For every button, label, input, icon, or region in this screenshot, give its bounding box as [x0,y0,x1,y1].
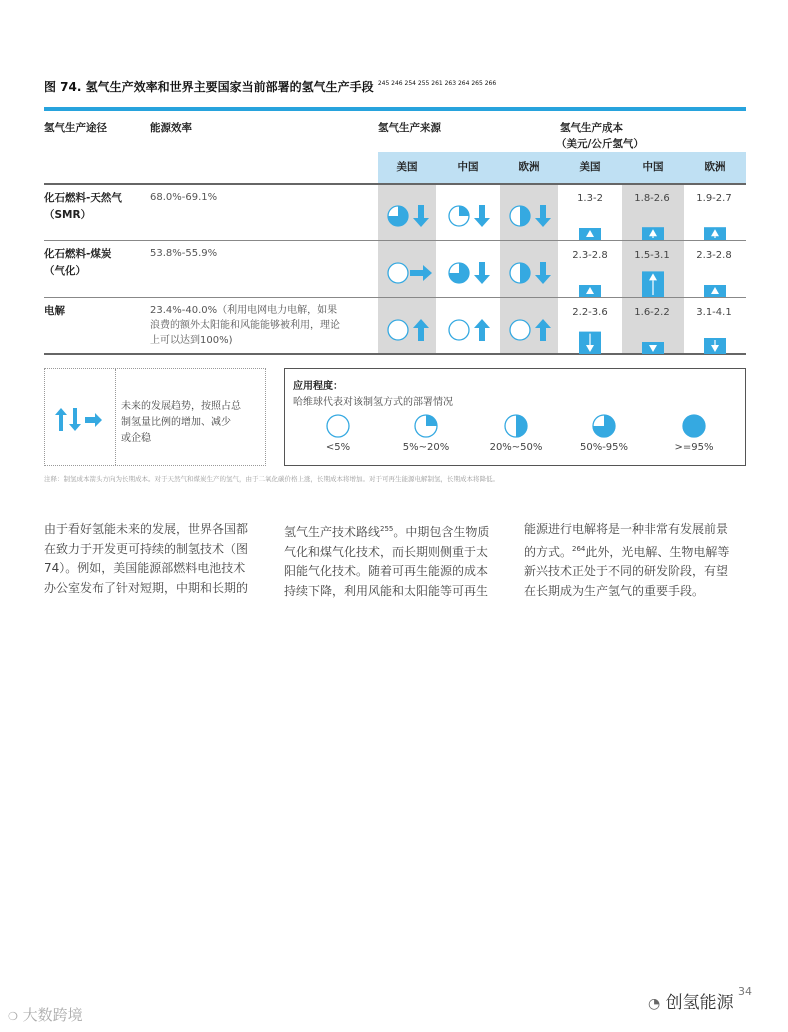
cost-down-arrow-icon-r2-eu [704,338,726,354]
trend-up-arrow-icon-r2-cn [474,319,490,341]
harvey-ball-icon-r1-eu [510,263,530,283]
figure-refs: 245 246 254 255 261 263 264 265 266 [377,80,497,87]
harvey-ball-icon-r0-us [388,206,408,226]
usage-level-2: 5%~20% [402,442,450,453]
watermark-logo-icon: ❍ [8,1010,18,1023]
trend-up-arrow-icon-r2-eu [535,319,551,341]
cost-up-arrow-icon-r1-us [579,285,601,297]
cost-elec-cn: 1.6-2.2 [634,307,670,318]
watermark-right: ◔ 创氢能源 [648,993,734,1013]
trend-down-arrow-icon-r0-eu [535,205,551,227]
figure-title: 图 74. 氢气生产效率和世界主要国家当前部署的氢气生产手段 $^{245 246 254 255 261 263 264 265 266}$ [44,80,497,94]
usage-level-4: 50%-95% [579,442,629,453]
trend-legend-box [44,368,266,466]
page-number: 34 [738,985,752,998]
subheader-source-us: 美国 [396,161,418,173]
subheader-cost-us: 美国 [579,161,601,173]
cost-up-arrow-icon-r0-us [579,228,601,240]
usage-level-1: <5% [325,442,351,453]
row-route-electrolysis: 电解 [44,305,65,317]
harvey-ball-icon-r2-eu [510,320,530,340]
cost-gas-cn: 1.8-2.6 [634,193,670,204]
cost-coal-eu: 2.3-2.8 [696,250,732,261]
usage-level-5: >=95% [674,442,714,453]
usage-legend-subtitle: 哈维球代表对该制氢方式的部署情况 [293,397,453,408]
cost-coal-us: 2.3-2.8 [572,250,608,261]
cost-elec-us: 2.2-3.6 [572,307,608,318]
harvey-ball-icon-r1-cn [449,263,469,283]
trend-up-arrow-icon-r2-us [413,319,429,341]
trend-legend-text: 未来的发展趋势，按照占总 制氢量比例的增加、减少 或企稳 [121,401,241,444]
harvey-ball-icon-r0-cn [449,206,469,226]
wechat-icon: ◔ [648,996,661,1012]
cost-up-arrow-icon-r1-cn [642,271,664,297]
paragraph-col3: 能源进行电解将是一种非常有发展前景 的方式。$^{264}$此外，光电解、生物电解等 新兴技术正处于不同的研发阶段，有望 在长期成为生产氢气的重要手段。 [524,522,730,598]
cost-down-arrow-icon-r2-us [579,332,601,354]
header-route: 氢气生产途径 [44,122,107,134]
harvey-ball-icon-r0-eu [510,206,530,226]
subheader-cost-cn: 中国 [642,161,664,173]
row-route-gas: 化石燃料-天然气 （SMR） [44,192,122,221]
subheader-cost-eu: 欧洲 [704,161,726,173]
subheader-source-cn: 中国 [457,161,479,173]
trend-arrows-icon [45,369,115,465]
cost-gas-us: 1.3-2 [577,193,603,204]
cost-down-arrow-icon-r2-cn [642,342,664,354]
row-efficiency-gas: 68.0%-69.1% [150,192,218,203]
paragraph-col2: 氢气生产技术路线$^{255}$。中期包含生物质 气化和煤气化技术，而长期则侧重于太 阳能气化技术。随着可再生能源的成本 持续下降，利用风能和太阳能等可再生 [284,525,490,598]
trend-down-arrow-icon-r1-eu [535,262,551,284]
harvey-ball-icon-r2-us [388,320,408,340]
harvey-ball-icon-r1-us [388,263,408,283]
cost-coal-cn: 1.5-3.1 [634,250,670,261]
cost-gas-eu: 1.9-2.7 [696,193,732,204]
header-efficiency: 能源效率 [150,122,192,134]
row-route-coal: 化石燃料-煤炭 （气化） [44,248,112,277]
trend-down-arrow-icon-r0-us [413,205,429,227]
harvey-ball-icon-r2-cn [449,320,469,340]
cost-up-arrow-icon-r0-eu [704,227,726,240]
cost-up-arrow-icon-r1-eu [704,285,726,297]
header-source: 氢气生产来源 [378,122,441,134]
subheader-source-eu: 欧洲 [518,161,540,173]
cost-up-arrow-icon-r0-cn [642,227,664,240]
row-efficiency-electrolysis: 23.4%-40.0%（利用电网电力电解，如果 浪费的额外太阳能和风能能够被利用，理论 上可以达到100%) [150,305,340,346]
usage-legend-title: 应用程度： [293,381,343,392]
usage-level-3: 20%~50% [489,442,543,453]
cost-elec-eu: 3.1-4.1 [696,307,732,318]
trend-down-arrow-icon-r0-cn [474,205,490,227]
watermark-left: ❍ 大数跨境 [8,1006,83,1024]
footnote: 注释：制氢成本箭头方向为长期成本。对于天然气和煤炭生产的氢气，由于二氧化碳价格上涨，长期成本将增加。对于可再生能源电解制氢，长期成本将降低。 [44,475,499,483]
header-cost: 氢气生产成本 （美元/公斤氢气） [556,122,644,150]
row-efficiency-coal: 53.8%-55.9% [150,248,218,259]
trend-right-arrow-icon-r1-us [410,265,432,281]
paragraph-col1: 由于看好氢能未来的发展，世界各国都 在致力于开发更可持续的制氢技术（图 74）。例如，美国能源部燃料电池技术 办公室发布了针对短期，中期和长期的 [44,522,249,595]
trend-down-arrow-icon-r1-cn [474,262,490,284]
